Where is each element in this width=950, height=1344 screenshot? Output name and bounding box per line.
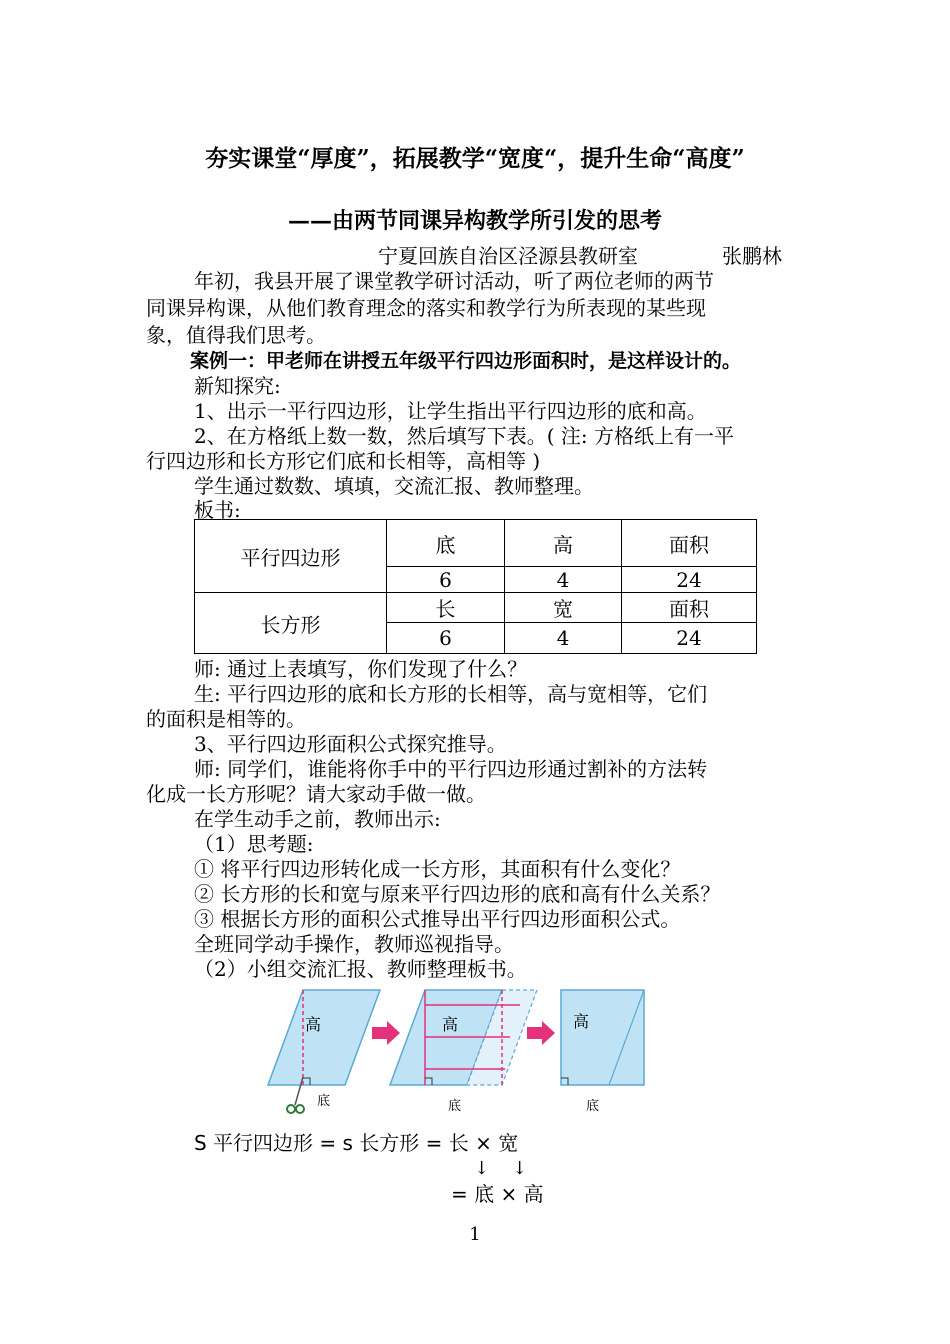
table-cell: 4 [505,567,622,593]
text-line: （2）小组交流汇报、教师整理板书。 [194,957,527,981]
text-line: 板书: [194,498,241,522]
board-table [194,519,757,654]
text-line: 3、平行四边形面积公式探究推导。 [194,732,507,756]
text-line: 全班同学动手操作，教师巡视指导。 [194,932,514,956]
table-header-cell: 面积 [622,593,757,623]
base-label: 底 [317,1094,331,1109]
height-label: 高 [442,1015,459,1034]
text-line: 师: 同学们，谁能将你手中的平行四边形通过割补的方法转 [194,757,708,781]
subtitle: ——由两节同课异构教学所引发的思考 [287,208,662,234]
text-line: ③ 根据长方形的面积公式推导出平行四边形面积公式。 [194,907,681,931]
table-header-cell: 面积 [622,520,757,567]
base-label: 底 [448,1099,462,1114]
text-line: 在学生动手之前，教师出示: [194,807,441,831]
text-line: 师: 通过上表填写，你们发现了什么？ [194,657,528,681]
text-line: 新知探究: [194,374,281,398]
page-title: 夯实课堂“厚度”，拓展教学“宽度“，提升生命“高度” [205,145,745,172]
table-cell: 6 [387,623,505,654]
intro-line-2: 同课异构课，从他们教育理念的落实和教学行为所表现的某些现 [146,296,706,320]
formula-line-1: S 平行四边形 = s 长方形 = 长 × 宽 [194,1131,519,1155]
table-header-cell: 宽 [505,593,622,623]
table-row-label: 平行四边形 [195,520,387,593]
table-header-cell: 高 [505,520,622,567]
author-name: 张鹏林 [722,244,782,268]
parallelogram-to-rectangle-figure [265,985,650,1118]
text-line: （1）思考题: [194,832,314,856]
text-line: ② 长方形的长和宽与原来平行四边形的底和高有什么关系？ [194,882,721,906]
table-cell: 4 [505,623,622,654]
text-line: 生: 平行四边形的底和长方形的长相等，高与宽相等，它们 [194,682,708,706]
table-cell: 24 [622,623,757,654]
text-line: 行四边形和长方形它们底和长相等，高相等 ) [146,449,541,473]
rectangle-shape [561,990,644,1085]
case1-heading: 案例一：甲老师在讲授五年级平行四边形面积时，是这样设计的。 [190,350,742,372]
table-header-cell: 长 [387,593,505,623]
height-label: 高 [573,1012,590,1031]
text-line: 1、出示一平行四边形，让学生指出平行四边形的底和高。 [194,399,707,423]
base-label: 底 [586,1099,600,1114]
table-cell: 6 [387,567,505,593]
intro-line-1: 年初，我县开展了课堂教学研讨活动，听了两位老师的两节 [194,269,714,293]
text-line: 2、在方格纸上数一数，然后填写下表。( 注: 方格纸上有一平 [194,424,734,448]
height-label: 高 [305,1015,322,1034]
parallelogram-shape [268,990,380,1085]
text-line: 的面积是相等的。 [146,707,306,731]
formula-arrows: ↓ ↓ [474,1158,528,1179]
arrow-icon [527,1021,555,1045]
author-org: 宁夏回族自治区泾源县教研室 [378,244,638,268]
text-line: 化成一长方形呢？请大家动手做一做。 [146,782,486,806]
intro-line-3: 象，值得我们思考。 [146,323,326,347]
arrow-icon [372,1021,400,1045]
text-line: 学生通过数数、填填，交流汇报、教师整理。 [194,474,594,498]
formula-line-2: = 底 × 高 [451,1182,544,1206]
text-line: ① 将平行四边形转化成一长方形，其面积有什么变化？ [194,857,681,881]
table-row-label: 长方形 [195,593,387,654]
page-number: 1 [469,1224,481,1245]
table-header-cell: 底 [387,520,505,567]
table-cell: 24 [622,567,757,593]
